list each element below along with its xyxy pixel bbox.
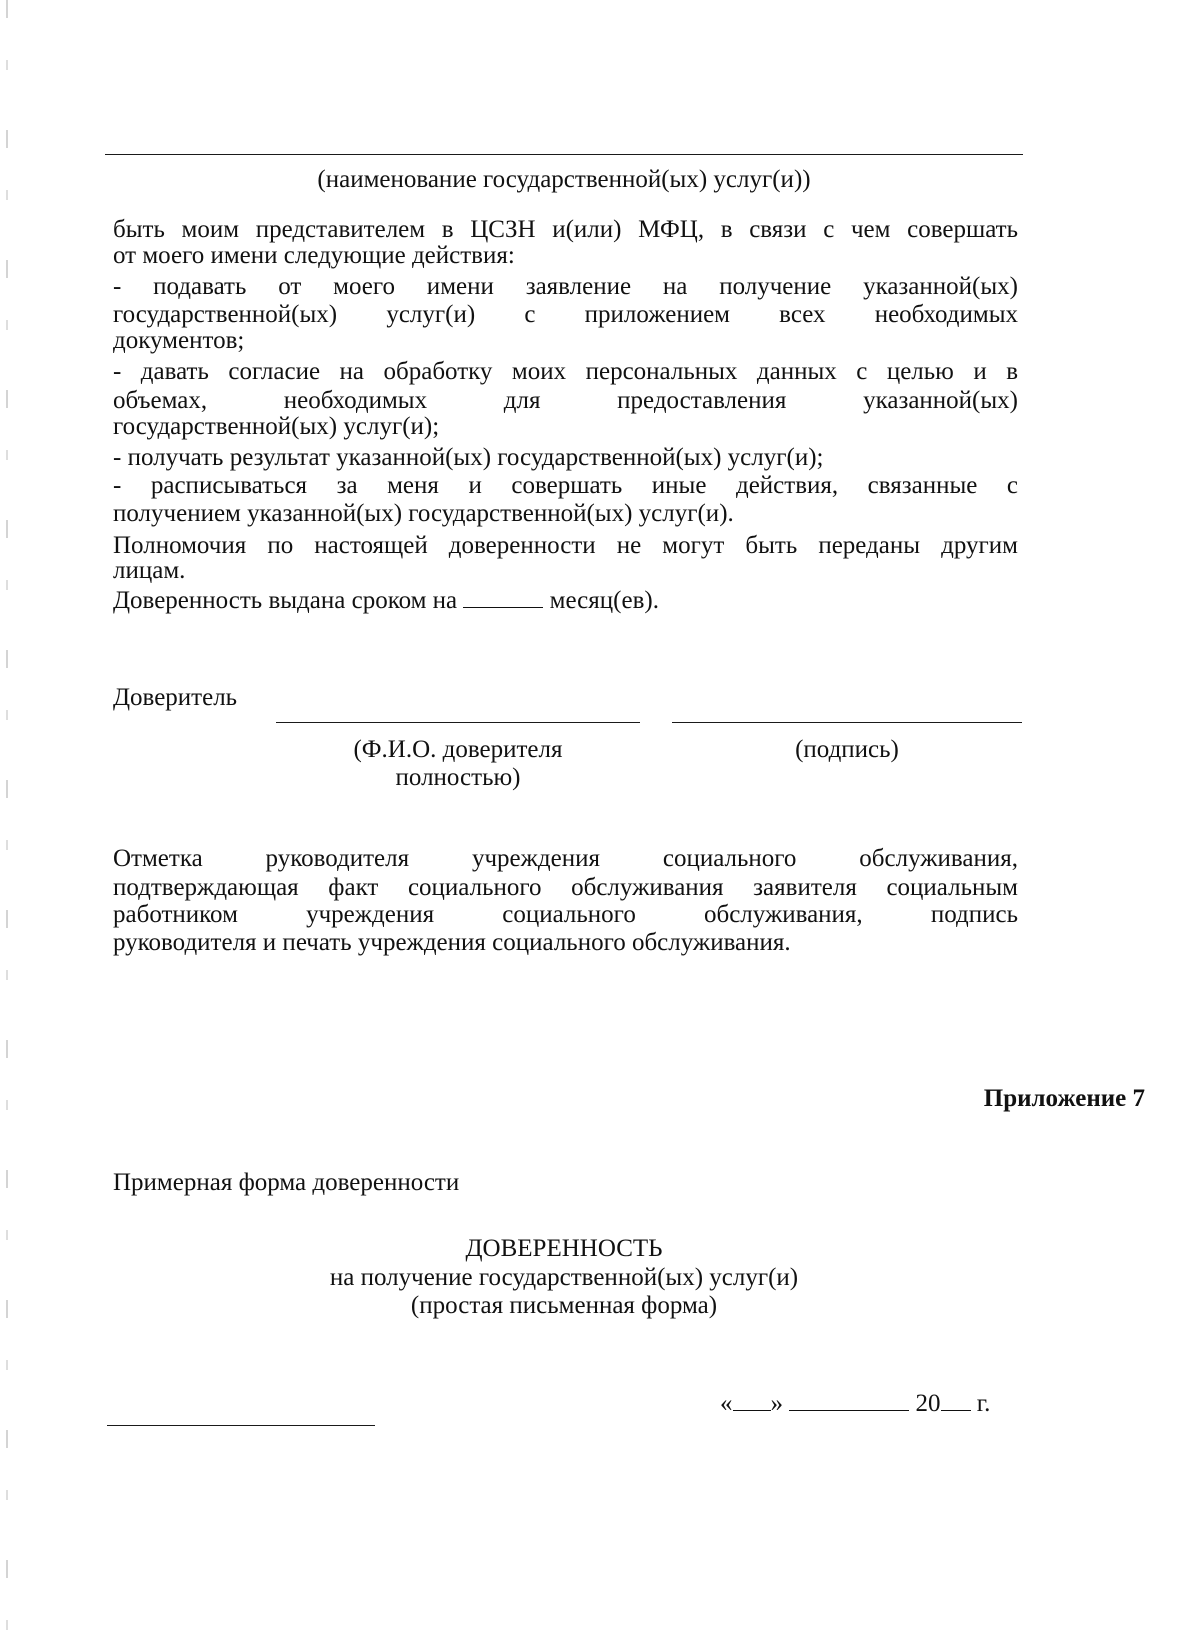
principal-fio-line [276, 722, 640, 723]
document-subtitle: на получение государственной(ых) услуг(и) [329, 1264, 799, 1291]
principal-label: Доверитель [113, 684, 238, 711]
document-title: ДОВЕРЕННОСТЬ [465, 1235, 663, 1262]
mark-line-2: подтверждающая факт социального обслуживания заявителя социальным [113, 874, 1018, 901]
body-line-6: - давать согласие на обработку моих персональных данных с целью и в [113, 358, 1018, 385]
term-line [113, 587, 659, 615]
body-line-12: Полномочия по настоящей доверенности не могут быть переданы другим [113, 532, 1018, 559]
mark-line-3: работником учреждения социального обслуживания, подпись [113, 901, 1018, 928]
body-line-5: документов; [113, 327, 245, 354]
principal-fio-caption-1: (Ф.И.О. доверителя [353, 736, 563, 763]
date-year-prefix: 20 [915, 1390, 941, 1417]
date-year-suffix: г. [976, 1390, 991, 1417]
term-label: Доверенность выдана сроком на [113, 587, 458, 614]
body-line-10: - расписываться за меня и совершать иные действия, связанные с [113, 472, 1018, 499]
date-close-quote: » [770, 1390, 783, 1417]
body-line-4: государственной(ых) услуг(и) с приложением всех необходимых [113, 301, 1018, 328]
place-blank-line [107, 1425, 375, 1426]
document-form-type: (простая письменная форма) [410, 1292, 718, 1319]
body-line-2: от моего имени следующие действия: [113, 242, 515, 269]
scan-edge-artifact [6, 0, 8, 1633]
body-line-13: лицам. [113, 557, 186, 584]
body-line-3: - подавать от моего имени заявление на получение указанной(ых) [113, 273, 1018, 300]
principal-signature-caption: (подпись) [795, 736, 899, 763]
sample-form-label: Примерная форма доверенности [113, 1169, 460, 1196]
appendix-label: Приложение 7 [983, 1085, 1145, 1112]
principal-fio-caption-2: полностью) [395, 764, 521, 791]
mark-line-1: Отметка руководителя учреждения социального обслуживания, [113, 845, 1018, 872]
term-months-blank [463, 589, 543, 608]
mark-line-4: руководителя и печать учреждения социального обслуживания. [113, 929, 791, 956]
body-line-9: - получать результат указанной(ых) государственной(ых) услуг(и); [113, 444, 824, 471]
date-line [720, 1390, 990, 1418]
service-name-line [105, 154, 1023, 155]
date-month-blank [789, 1392, 909, 1411]
body-line-7: объемах, необходимых для предоставления указанной(ых) [113, 387, 1018, 414]
principal-signature-line [672, 722, 1022, 723]
service-name-caption: (наименование государственной(ых) услуг(и)) [317, 166, 811, 193]
date-open-quote: « [720, 1390, 733, 1417]
body-line-11: получением указанной(ых) государственной(ых) услуг(и). [113, 500, 734, 527]
term-unit: месяц(ев). [549, 587, 659, 614]
body-line-1: быть моим представителем в ЦСЗН и(или) МФЦ, в связи с чем совершать [113, 216, 1018, 243]
date-year-blank [941, 1392, 971, 1411]
body-line-8: государственной(ых) услуг(и); [113, 413, 440, 440]
date-day-blank [733, 1392, 771, 1411]
